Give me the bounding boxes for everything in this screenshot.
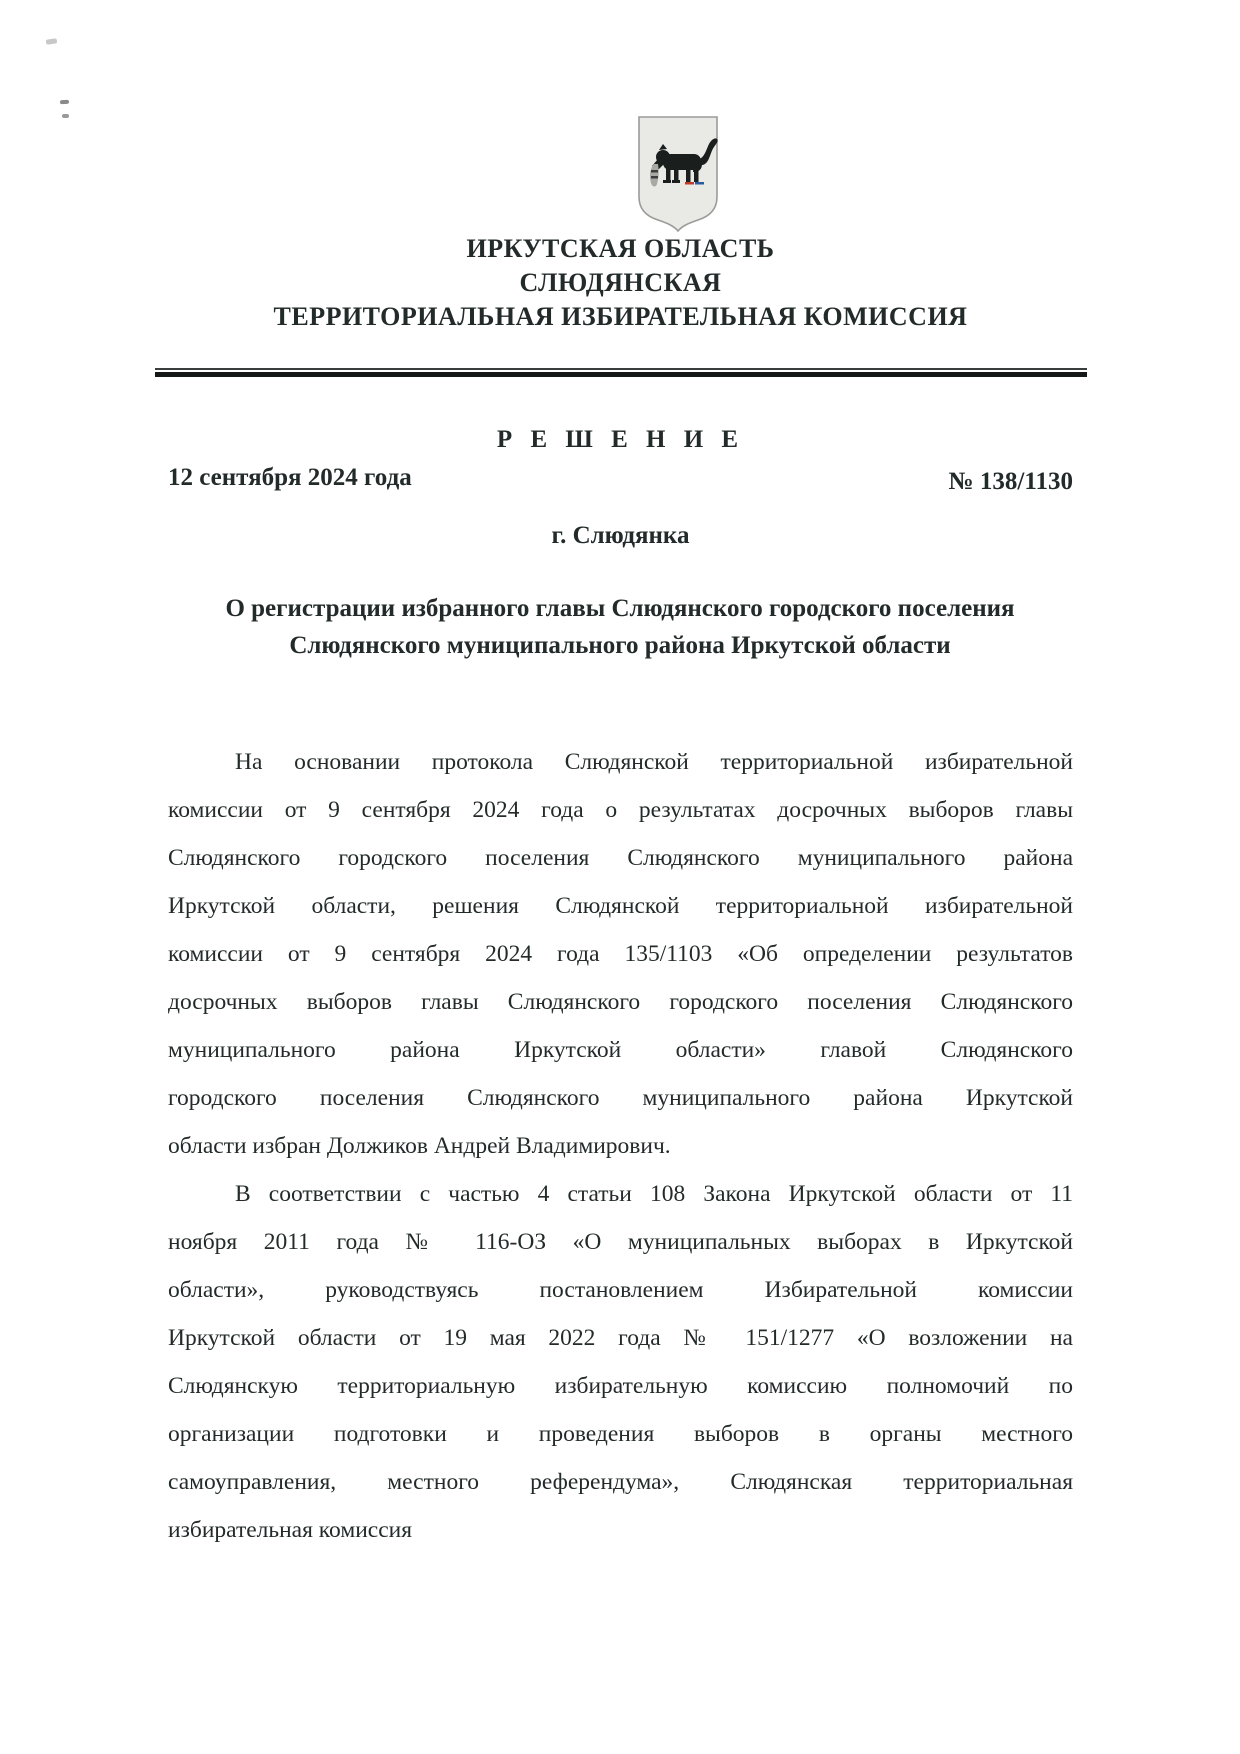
body-line: области избран Должиков Андрей Владимирович.: [168, 1133, 671, 1159]
scan-artifact: [60, 100, 69, 105]
body-line: муниципального района Иркутской области» главой Слюдянского: [168, 1037, 1073, 1063]
body-line: На основании протокола Слюдянской территориальной избирательной: [235, 749, 1073, 775]
body-line: комиссии от 9 сентября 2024 года о результатах досрочных выборов главы: [168, 797, 1073, 823]
body-line: Слюдянскую территориальную избирательную комиссию полномочий по: [168, 1373, 1073, 1399]
body-line: досрочных выборов главы Слюдянского городского поселения Слюдянского: [168, 989, 1073, 1015]
body-line: Иркутской области, решения Слюдянской территориальной избирательной: [168, 893, 1073, 919]
header-organization-line2: ТЕРРИТОРИАЛЬНАЯ ИЗБИРАТЕЛЬНАЯ КОМИССИЯ: [273, 302, 968, 331]
scan-artifact: [46, 38, 58, 44]
header-region: ИРКУТСКАЯ ОБЛАСТЬ: [466, 234, 775, 263]
body-line: Слюдянского городского поселения Слюдянского муниципального района: [168, 845, 1073, 871]
doc-title-line2: Слюдянского муниципального района Иркутской области: [289, 632, 951, 659]
body-line: городского поселения Слюдянского муниципального района Иркутской: [168, 1085, 1073, 1111]
body-line: организации подготовки и проведения выборов в органы местного: [168, 1421, 1073, 1447]
doc-body: [168, 738, 1073, 1554]
doc-date: 12 сентября 2024 года: [168, 464, 412, 491]
body-line: избирательная комиссия: [168, 1517, 413, 1543]
body-line: комиссии от 9 сентября 2024 года 135/1103 «Об определении результатов: [168, 941, 1073, 967]
body-line: области», руководствуясь постановлением Избирательной комиссии: [168, 1277, 1073, 1303]
scan-artifact: [62, 114, 69, 118]
body-line: ноября 2011 года № 116-ОЗ «О муниципальных выборах в Иркутской: [168, 1229, 1073, 1255]
letterhead-divider: [155, 368, 1087, 377]
doc-number: № 138/1130: [948, 468, 1073, 495]
doc-title: [150, 590, 1090, 664]
body-line: самоуправления, местного референдума», Слюдянская территориальная: [168, 1469, 1073, 1495]
doc-type-heading: Р Е Ш Е Н И Е: [496, 426, 745, 453]
header-organization-line1: СЛЮДЯНСКАЯ: [519, 268, 722, 297]
divider-thick-line: [155, 372, 1087, 377]
doc-place: г. Слюдянка: [551, 522, 690, 549]
body-line: В соответствии с частью 4 статьи 108 Закона Иркутской области от 11: [235, 1181, 1073, 1207]
body-line: Иркутской области от 19 мая 2022 года № 151/1277 «О возложении на: [168, 1325, 1073, 1351]
coat-of-arms-icon: [634, 114, 722, 232]
doc-title-line1: О регистрации избранного главы Слюдянского городского поселения: [225, 595, 1015, 622]
